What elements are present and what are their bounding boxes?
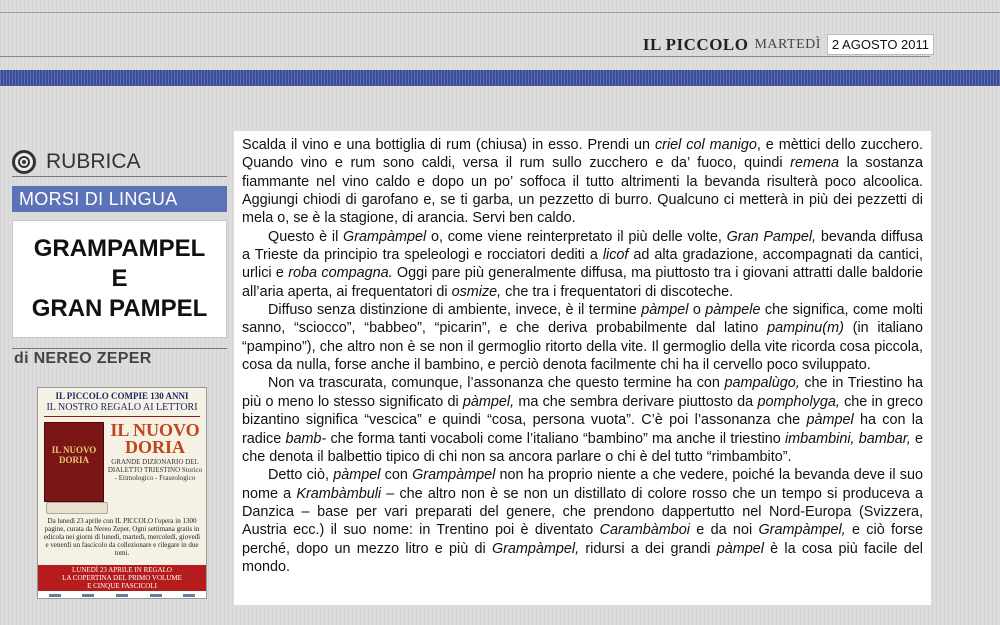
text-run: Diffuso senza distinzione di ambiente, invece, è il termine — [268, 302, 642, 319]
article-paragraph — [242, 136, 923, 228]
masthead — [643, 34, 934, 55]
text-run: – che altro non è se non un distillato di colore rosso che un tempo si produceva a Danzica – base per vari preparati del genere, che prendono dappertutto nel Nord-Europa (Svizzera, Austria ecc.) il suo nome: in Trentino poi è diventato — [242, 485, 923, 539]
byline-rule — [12, 348, 227, 349]
open-book-image — [46, 502, 108, 514]
italic-term: Krambàmbuli — [296, 485, 382, 502]
italic-term: pampalùgo, — [724, 375, 800, 392]
text-run: e ciò forse perché, dopo un mezzo litro e più di — [242, 522, 924, 557]
italic-term: Carambàmboi — [599, 522, 690, 539]
text-run: la sostanza fiammante nel vino caldo e dopo un po’ soffoca il tutto altrimenti la bevanda risulterà poco alcoolica. Aggiungi chiodi di garofano e, se ti garba, un pezzetto di burro. Qualcuno ci metterà in più dei pezzetti di mela o, se è la stagione, di arancia. Servi ben caldo. — [242, 155, 923, 227]
text-run: che significa, come molti sanno, “sciocco”, “babbeo”, “picarin”, e che deriva probabilmente dal latino — [242, 302, 923, 337]
masthead-rule — [0, 56, 930, 57]
ad-subheadline: IL NOSTRO REGALO AI LETTORI — [46, 402, 198, 413]
ad-rule — [44, 416, 200, 417]
text-run: Non va trascurata, comunque, l’assonanza che questo termine ha con — [268, 375, 725, 392]
text-run: ridursi a dei grandi — [579, 540, 717, 557]
italic-term: pàmpele — [705, 302, 761, 319]
text-run: Scalda il vino e una bottiglia di rum (chiusa) in esso. Prendi un — [242, 137, 655, 153]
ad-promo-line: E CINQUE FASCICOLI — [87, 582, 157, 590]
column-label: MORSI DI LINGUA — [19, 188, 178, 209]
advertisement — [37, 387, 207, 599]
text-run: che tra i frequentatori di discoteche. — [501, 283, 734, 300]
article-body — [234, 131, 931, 605]
ad-brand — [106, 422, 204, 482]
text-run: ma che sembra derivare piuttosto da — [514, 393, 758, 410]
italic-term: pàmpel, — [462, 393, 515, 410]
italic-term: Grampàmpel, — [491, 540, 580, 557]
ad-brand-subtitle: GRANDE DIZIONARIO DEL DIALETTO TRIESTINO Storico - Etimologico - Fraseologico — [107, 458, 203, 482]
ad-headline: IL PICCOLO COMPIE 130 ANNI — [55, 391, 189, 401]
italic-term: pàmpel — [641, 302, 689, 319]
byline: di NEREO ZEPER — [14, 350, 152, 367]
ad-body-text: Da lunedì 23 aprile con IL PICCOLO l'opera in 1300 pagine, curata da Nereo Zeper. Ogni settimana gratis in edicola nei giorni di lunedì, martedì, mercoledì, giovedì e venerdì un fascicolo da collezionare e rilegare in due tomi. — [43, 517, 201, 557]
text-run: è la cosa più facile del mondo. — [242, 540, 923, 575]
article-paragraph — [242, 228, 923, 301]
newspaper-name: IL PICCOLO — [642, 34, 749, 54]
section-label: RUBRICA — [46, 150, 141, 173]
book-cover-image — [44, 422, 104, 502]
italic-term: roba compagna. — [288, 265, 393, 282]
article-paragraph — [242, 466, 923, 576]
italic-term: Grampàmpel — [343, 228, 427, 245]
italic-term: pompholyga, — [757, 393, 840, 410]
article-title-box — [12, 220, 227, 338]
publication-day: MARTEDÌ — [754, 36, 821, 52]
sponsor-logo — [116, 594, 128, 597]
text-run: ha con la radice — [242, 412, 923, 447]
publication-date: 2 AGOSTO 2011 — [827, 34, 934, 55]
ad-promo-box — [38, 565, 206, 591]
text-run: (in italiano “pampino”), che altro non è se non il germoglio ritorto della vite. Il germoglio della vite ricorda cosa piccola, cosa da nulla, forse anche il bambino, e perciò denota facilmente chi ha il cervello poco sviluppato. — [242, 320, 923, 374]
text-run: bevanda diffusa a Trieste da principio tra speleologi e rocciatori dediti a — [242, 228, 923, 264]
title-line: E — [111, 265, 128, 292]
article-paragraph — [242, 301, 923, 374]
italic-term: remena — [790, 155, 839, 172]
title-line: GRAN PAMPEL — [31, 295, 208, 322]
italic-term: Gran Pampel, — [726, 228, 817, 245]
text-run: e da noi — [689, 522, 759, 539]
sponsor-logos — [38, 591, 206, 599]
text-run: Questo è il — [268, 228, 344, 245]
article-paragraph — [242, 374, 923, 466]
text-run: ad alta gradazione, accompagnati da cantici, urlici e — [242, 247, 923, 282]
sponsor-logo — [150, 594, 162, 597]
title-line: GRAMPAMPEL — [33, 235, 206, 262]
text-run: o — [688, 302, 706, 319]
sponsor-logo — [49, 594, 61, 597]
italic-term: pàmpel — [806, 412, 854, 429]
text-run: Detto ciò, — [268, 467, 334, 484]
text-run: e che denota il balbettio tipico di chi non sa ancora parlare o chi è del tutto “rimbambito”. — [242, 430, 923, 465]
ad-promo-line: LUNEDÌ 23 APRILE IN REGALO — [72, 566, 172, 574]
italic-term: pampinu(m) — [767, 320, 844, 337]
text-run: , e mèttici dello zucchero. Quando vino e rum sono caldi, versa il rum sullo zucchero e da’ fuoco, quindi — [242, 137, 923, 172]
book-cover-title: IL NUOVO DORIA — [51, 445, 97, 465]
sponsor-logo — [183, 594, 195, 597]
ad-promo-line: LA COPERTINA DEL PRIMO VOLUME — [62, 574, 182, 582]
text-run: che in Triestino ha più o meno lo stesso significato di — [242, 375, 923, 410]
italic-term: Grampàmpel, — [758, 522, 846, 539]
italic-term: pàmpel — [716, 540, 764, 557]
italic-term: imbambini, bambar, — [784, 430, 911, 447]
text-run: o, come viene reinterpretato il più delle volte, — [426, 228, 727, 245]
text-run: che forma tanti vocaboli come l’italiano “bambino” ma anche il triestino — [326, 430, 785, 447]
blue-band — [0, 70, 1000, 86]
text-run: che in greco bizantino significa “vescica” e quindi “cosa, persona vuota”. C’è poi l’assonanza che — [242, 393, 923, 429]
italic-term: pàmpel — [333, 467, 381, 484]
column-header — [12, 186, 227, 212]
italic-term: osmize, — [451, 283, 502, 300]
top-rule — [0, 12, 1000, 13]
section-header — [12, 148, 227, 177]
italic-term: criel col manigo — [654, 137, 757, 153]
ad-brand-title: IL NUOVO DORIA — [110, 420, 200, 457]
italic-term: Grampàmpel — [412, 467, 496, 484]
italic-term: licof — [602, 247, 629, 264]
text-run: con — [380, 467, 413, 484]
sponsor-logo — [82, 594, 94, 597]
text-run: Oggi pare più generalmente diffusa, ma piuttosto tra i giovani attratti dalle baldorie all’aria aperta, ai frequentatori di — [242, 265, 923, 300]
italic-term: bamb- — [285, 430, 327, 447]
text-run: non ha proprio niente a che vedere, poiché la bevanda deve il suo nome a — [242, 467, 923, 502]
target-icon — [12, 150, 36, 174]
